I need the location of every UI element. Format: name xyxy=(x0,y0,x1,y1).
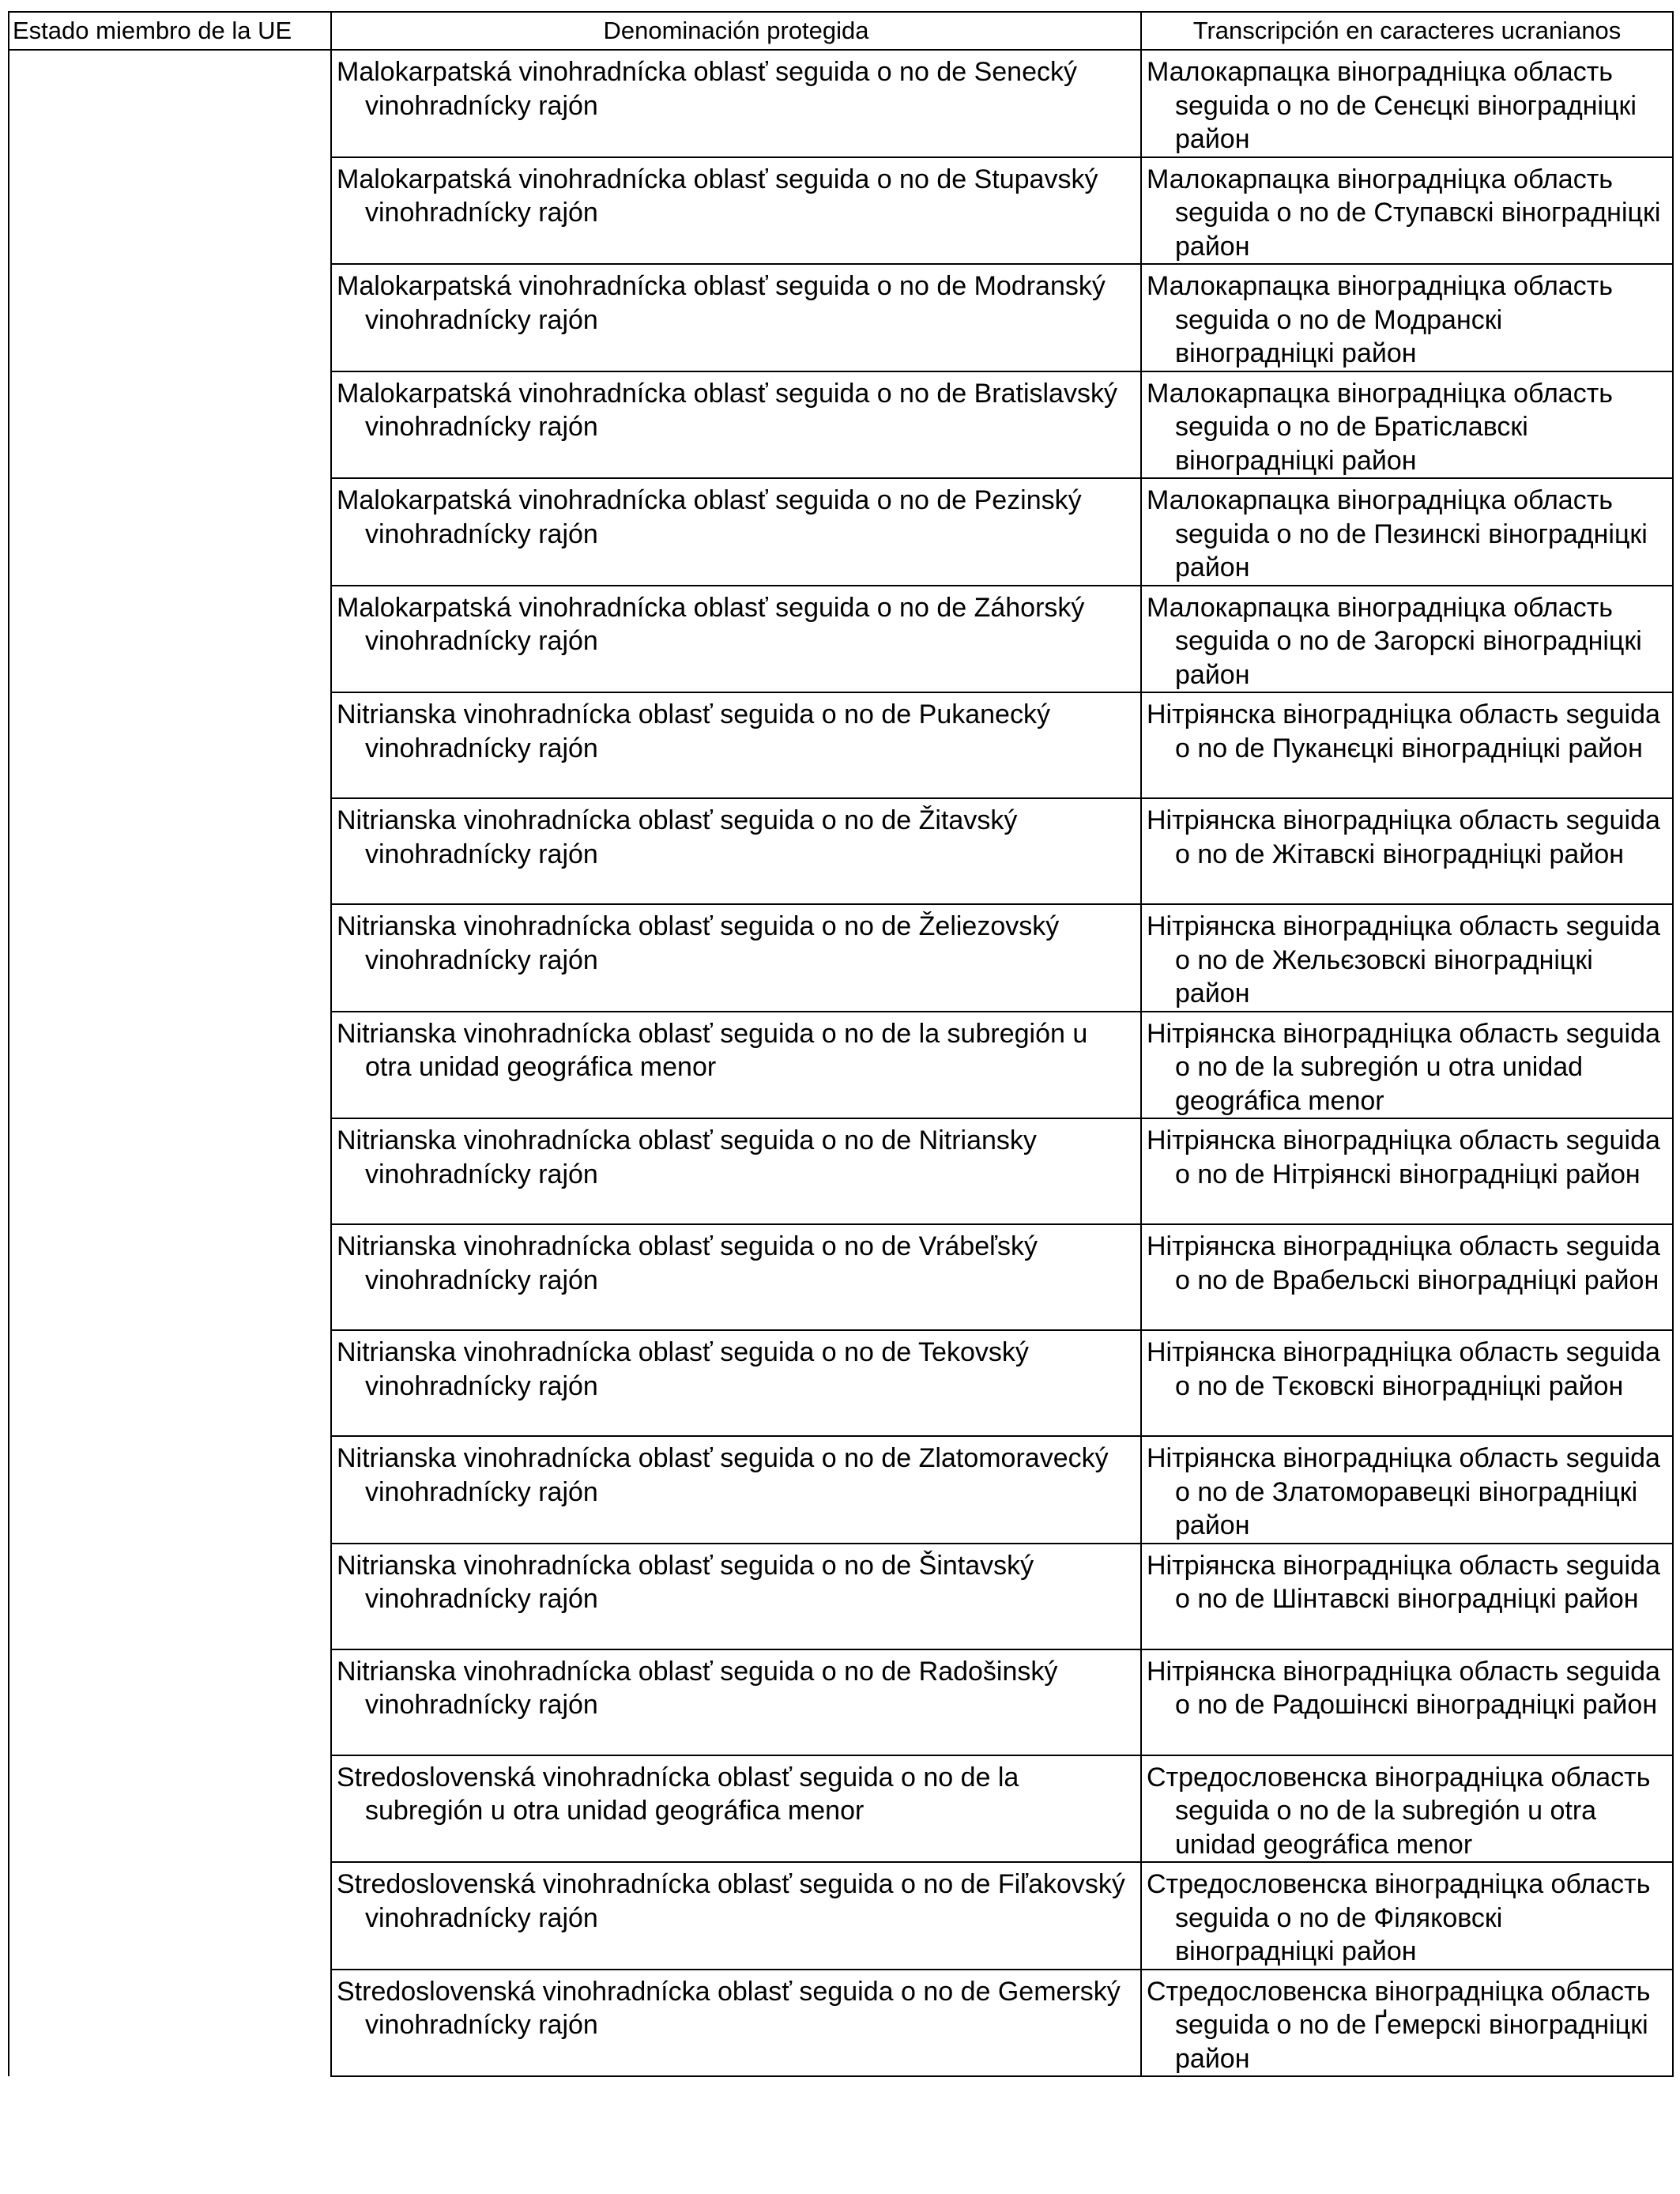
gi-table xyxy=(8,11,1674,2077)
header-member-state: Estado miembro de la UE xyxy=(9,12,331,50)
transcription-cell xyxy=(1141,1330,1673,1436)
protected-name-cell xyxy=(331,1436,1141,1544)
transcription-text: Нітріянска віноградніцка область seguida o no de Шінтавскі віноградніцкі район xyxy=(1147,1550,1660,1614)
transcription-cell xyxy=(1141,904,1673,1012)
transcription-text: Стредословенска віноградніцка область seguida o no de Ґемерскі віноградніцкі район xyxy=(1147,1976,1651,2074)
transcription-text: Нітріянска віноградніцка область seguida o no de Радошінскі віноградніцкі район xyxy=(1147,1656,1660,1720)
header-ukrainian-transcription: Transcripción en caracteres ucranianos xyxy=(1141,12,1673,50)
transcription-text: Стредословенска віноградніцка область seguida o no de la subregión u otra unidad geográfica menor xyxy=(1147,1762,1651,1860)
transcription-cell xyxy=(1141,478,1673,586)
protected-name-text: Malokarpatská vinohradnícka oblasť seguida o no de Modranský vinohradnícky rajón xyxy=(337,271,1106,335)
transcription-text: Нітріянска віноградніцка область seguida o no de la subregión u otra unidad geográfica menor xyxy=(1147,1018,1660,1116)
protected-name-text: Nitrianska vinohradnícka oblasť seguida o no de Vrábeľský vinohradnícky rajón xyxy=(337,1231,1038,1295)
transcription-cell xyxy=(1141,1755,1673,1863)
transcription-cell xyxy=(1141,371,1673,479)
protected-name-cell xyxy=(331,1544,1141,1649)
transcription-text: Нітріянска віноградніцка область seguida o no de Златоморавецкі віноградніцкі район xyxy=(1147,1443,1660,1540)
transcription-cell xyxy=(1141,1224,1673,1330)
transcription-text: Нітріянска віноградніцка область seguida o no de Пуканєцкі віноградніцкі район xyxy=(1147,699,1660,763)
protected-name-cell xyxy=(331,264,1141,371)
transcription-cell xyxy=(1141,50,1673,157)
protected-name-text: Nitrianska vinohradnícka oblasť seguida o no de la subregión u otra unidad geográfica menor xyxy=(337,1018,1088,1082)
protected-name-text: Nitrianska vinohradnícka oblasť seguida o no de Šintavský vinohradnícky rajón xyxy=(337,1550,1034,1614)
transcription-text: Малокарпацка віноградніцка область seguida o no de Сенєцкі віноградніцкі район xyxy=(1147,57,1637,154)
transcription-cell xyxy=(1141,692,1673,798)
header-row xyxy=(9,12,1673,50)
protected-name-text: Nitrianska vinohradnícka oblasť seguida o no de Tekovský vinohradnícky rajón xyxy=(337,1337,1029,1401)
transcription-text: Нітріянска віноградніцка область seguida o no de Тєковскі віноградніцкі район xyxy=(1147,1337,1660,1401)
transcription-cell xyxy=(1141,1649,1673,1755)
protected-name-cell xyxy=(331,50,1141,157)
protected-name-text: Malokarpatská vinohradnícka oblasť seguida o no de Pezinský vinohradnícky rajón xyxy=(337,485,1082,549)
protected-name-text: Nitrianska vinohradnícka oblasť seguida o no de Žitavský vinohradnícky rajón xyxy=(337,805,1018,869)
protected-name-cell xyxy=(331,157,1141,265)
protected-name-cell xyxy=(331,1649,1141,1755)
protected-name-cell xyxy=(331,478,1141,586)
protected-name-cell xyxy=(331,692,1141,798)
transcription-text: Малокарпацка віноградніцка область seguida o no de Модранскі віноградніцкі район xyxy=(1147,271,1613,368)
protected-name-cell xyxy=(331,586,1141,693)
transcription-text: Стредословенска віноградніцка область seguida o no de Філяковскі віноградніцкі район xyxy=(1147,1869,1651,1966)
protected-name-text: Nitrianska vinohradnícka oblasť seguida o no de Pukanecký vinohradnícky rajón xyxy=(337,699,1050,763)
transcription-cell xyxy=(1141,1544,1673,1649)
transcription-cell xyxy=(1141,798,1673,904)
transcription-cell xyxy=(1141,264,1673,371)
table-row xyxy=(9,50,1673,157)
transcription-text: Нітріянска віноградніцка область seguida o no de Жітавскі віноградніцкі район xyxy=(1147,805,1660,869)
protected-name-cell xyxy=(331,1862,1141,1970)
protected-name-text: Malokarpatská vinohradnícka oblasť seguida o no de Stupavský vinohradnícky rajón xyxy=(337,164,1098,228)
transcription-cell xyxy=(1141,1012,1673,1119)
transcription-cell xyxy=(1141,157,1673,265)
transcription-text: Малокарпацка віноградніцка область seguida o no de Ступавскі віноградніцкі район xyxy=(1147,164,1661,262)
protected-name-text: Malokarpatská vinohradnícka oblasť seguida o no de Záhorský vinohradnícky rajón xyxy=(337,592,1085,656)
protected-name-text: Nitrianska vinohradnícka oblasť seguida o no de Radošinský vinohradnícky rajón xyxy=(337,1656,1058,1720)
protected-name-cell xyxy=(331,1330,1141,1436)
protected-name-cell xyxy=(331,798,1141,904)
protected-name-cell xyxy=(331,1224,1141,1330)
transcription-text: Малокарпацка віноградніцка область seguida o no de Загорскі віноградніцкі район xyxy=(1147,592,1642,690)
protected-name-text: Nitrianska vinohradnícka oblasť seguida o no de Zlatomoravecký vinohradnícky rajón xyxy=(337,1443,1109,1507)
transcription-text: Нітріянска віноградніцка область seguida o no de Жельєзовскі віноградніцкі район xyxy=(1147,911,1660,1008)
member-state-cell xyxy=(9,50,331,2076)
protected-name-text: Nitrianska vinohradnícka oblasť seguida o no de Nitriansky vinohradnícky rajón xyxy=(337,1125,1037,1189)
transcription-text: Нітріянска віноградніцка область seguida o no de Нітріянскі віноградніцкі район xyxy=(1147,1125,1660,1189)
transcription-cell xyxy=(1141,586,1673,693)
transcription-cell xyxy=(1141,1862,1673,1970)
protected-name-cell xyxy=(331,1755,1141,1863)
table-body xyxy=(9,50,1673,2076)
transcription-text: Малокарпацка віноградніцка область seguida o no de Братіславскі віноградніцкі район xyxy=(1147,378,1613,476)
protected-name-cell xyxy=(331,1012,1141,1119)
protected-name-text: Malokarpatská vinohradnícka oblasť seguida o no de Bratislavský vinohradnícky rajón xyxy=(337,378,1117,442)
protected-name-text: Stredoslovenská vinohradnícka oblasť seguida o no de Fiľakovský vinohradnícky rajón xyxy=(337,1869,1125,1933)
protected-name-text: Nitrianska vinohradnícka oblasť seguida o no de Želiezovský vinohradnícky rajón xyxy=(337,911,1060,975)
header-protected-name: Denominación protegida xyxy=(331,12,1141,50)
protected-name-cell xyxy=(331,904,1141,1012)
protected-name-text: Malokarpatská vinohradnícka oblasť seguida o no de Senecký vinohradnícky rajón xyxy=(337,57,1077,121)
transcription-text: Малокарпацка віноградніцка область seguida o no de Пезинскі віноградніцкі район xyxy=(1147,485,1648,582)
transcription-text: Нітріянска віноградніцка область seguida o no de Врабельскі віноградніцкі район xyxy=(1147,1231,1660,1295)
protected-name-cell xyxy=(331,371,1141,479)
protected-name-text: Stredoslovenská vinohradnícka oblasť seguida o no de Gemerský vinohradnícky rajón xyxy=(337,1976,1121,2040)
document-page xyxy=(8,11,1672,2077)
transcription-cell xyxy=(1141,1436,1673,1544)
protected-name-cell xyxy=(331,1118,1141,1224)
table-header xyxy=(9,12,1673,50)
protected-name-cell xyxy=(331,1970,1141,2077)
protected-name-text: Stredoslovenská vinohradnícka oblasť seguida o no de la subregión u otra unidad geográfica menor xyxy=(337,1762,1019,1826)
transcription-cell xyxy=(1141,1970,1673,2077)
transcription-cell xyxy=(1141,1118,1673,1224)
